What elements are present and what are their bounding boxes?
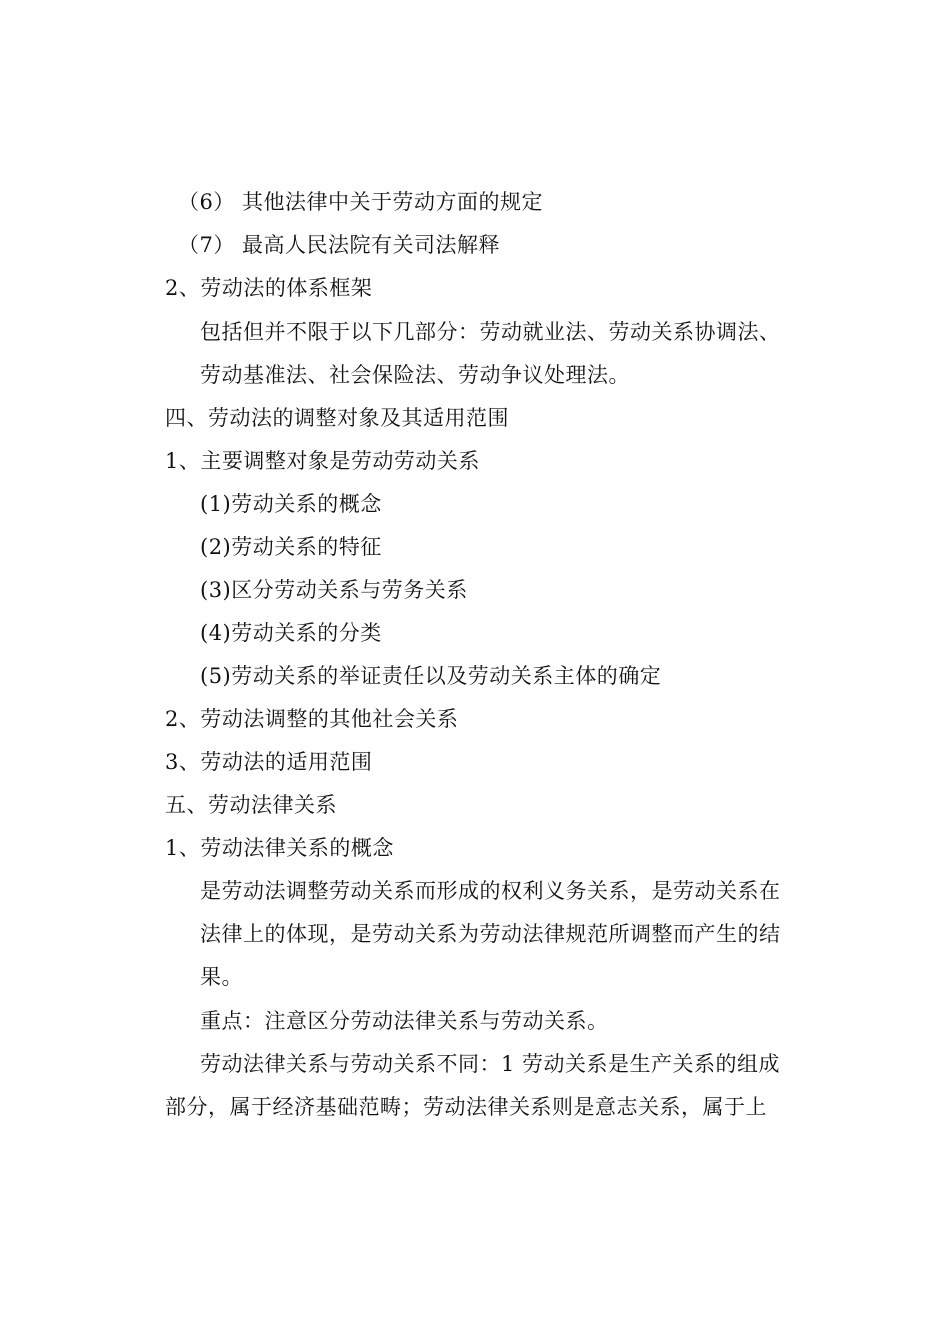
list-item-7: （7） 最高人民法院有关司法解释 xyxy=(178,233,501,257)
key-point-line: 重点：注意区分劳动法律关系与劳动关系。 xyxy=(200,1009,609,1033)
paragraph-line: 果。 xyxy=(200,965,243,989)
subheading-2b: 2、劳动法调整的其他社会关系 xyxy=(165,707,459,731)
paragraph-line: 劳动基准法、社会保险法、劳动争议处理法。 xyxy=(200,363,630,387)
list-item: (3)区分劳动关系与劳务关系 xyxy=(200,578,468,602)
subheading-1b: 1、劳动法律关系的概念 xyxy=(165,836,394,860)
list-item: (2)劳动关系的特征 xyxy=(200,535,382,559)
list-item-6: （6） 其他法律中关于劳动方面的规定 xyxy=(178,190,544,214)
list-item: (5)劳动关系的举证责任以及劳动关系主体的确定 xyxy=(200,664,662,688)
paragraph-line: 劳动法律关系与劳动关系不同：1 劳动关系是生产关系的组成 xyxy=(200,1052,781,1076)
section-heading-4: 四、劳动法的调整对象及其适用范围 xyxy=(165,406,509,430)
subheading-3: 3、劳动法的适用范围 xyxy=(165,750,373,774)
list-item: (4)劳动关系的分类 xyxy=(200,621,382,645)
section-heading-5: 五、劳动法律关系 xyxy=(165,793,337,817)
subheading-1: 1、主要调整对象是劳动劳动关系 xyxy=(165,449,480,473)
list-item: (1)劳动关系的概念 xyxy=(200,492,382,516)
paragraph-line: 部分，属于经济基础范畴；劳动法律关系则是意志关系，属于上 xyxy=(165,1095,767,1119)
subheading-2: 2、劳动法的体系框架 xyxy=(165,276,373,300)
paragraph-line: 法律上的体现，是劳动关系为劳动法律规范所调整而产生的结 xyxy=(200,922,781,946)
paragraph-line: 是劳动法调整劳动关系而形成的权利义务关系，是劳动关系在 xyxy=(200,879,781,903)
paragraph-line: 包括但并不限于以下几部分：劳动就业法、劳动关系协调法、 xyxy=(200,320,781,344)
